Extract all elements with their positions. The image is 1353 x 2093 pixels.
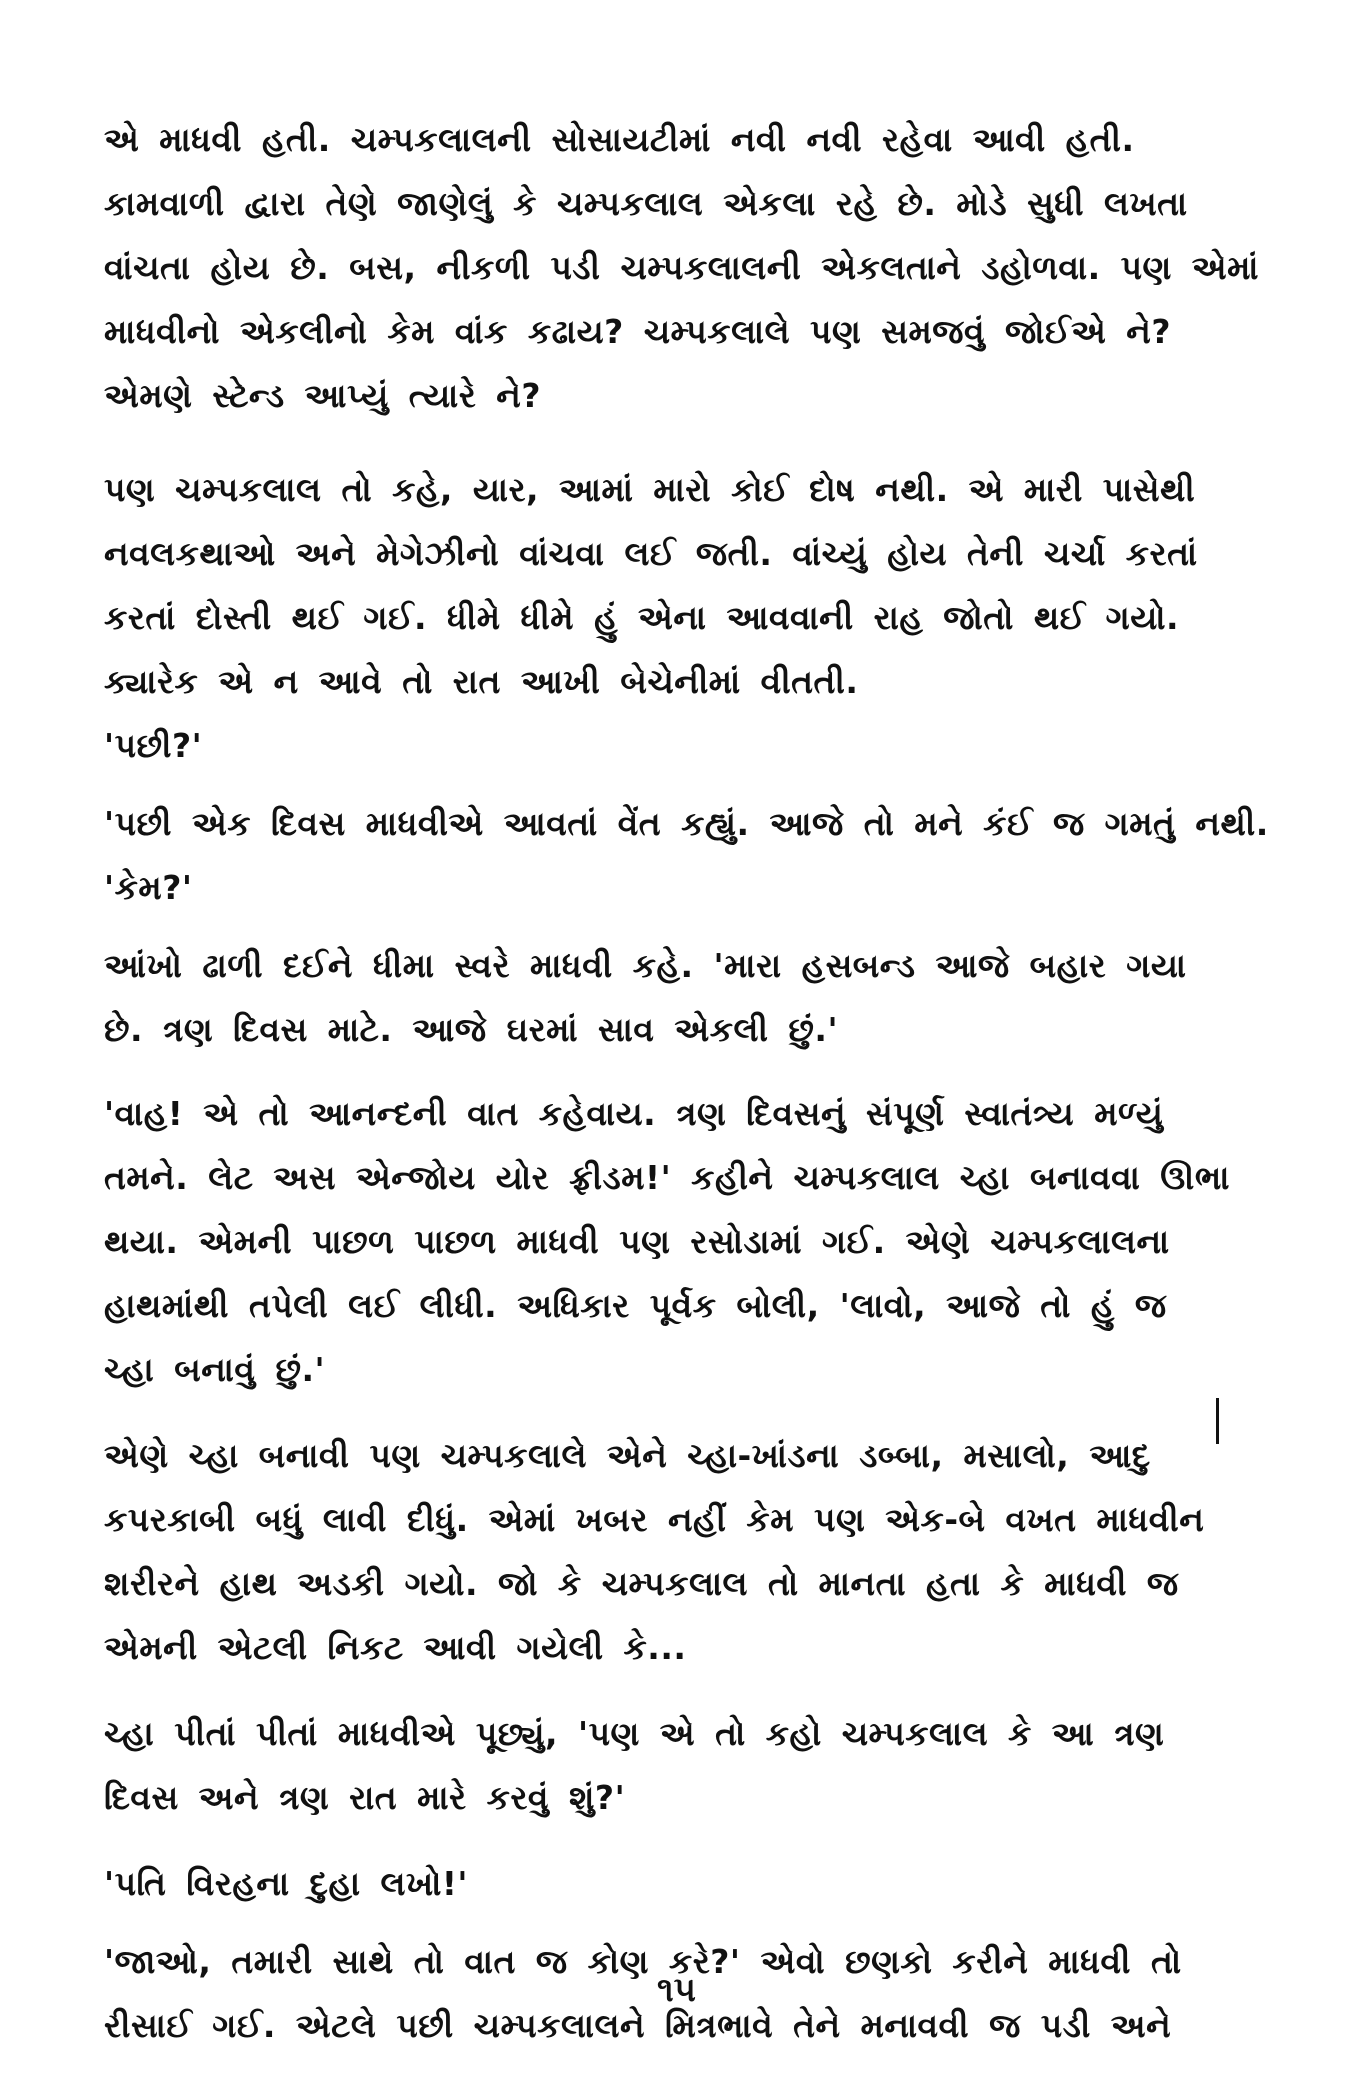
paragraph-madhavi-intro <box>104 108 1257 428</box>
paragraph-champaklal-reply <box>104 458 1257 714</box>
text-line: 'પતિ વિરહના દુહા લખો!' <box>104 1864 469 1903</box>
paragraph-husband-away <box>104 934 1257 1062</box>
paragraph-three-days <box>104 1702 1257 1830</box>
text-line: માધવીનો એકલીનો કેમ વાંક કઢાય? ચમ્પકલાલે પણ સમજવું જોઈએ ને? <box>104 312 1172 351</box>
text-line: ચ્હા પીતાં પીતાં માધવીએ પૂછ્યું, 'પણ એ તો કહો ચમ્પકલાલ કે આ ત્રણ <box>104 1714 1165 1753</box>
text-line: કામવાળી દ્વારા તેણે જાણેલું કે ચમ્પકલાલ એકલા રહે છે. મોડે સુધી લખતા <box>104 184 1188 223</box>
text-line: એણે ચ્હા બનાવી પણ ચમ્પકલાલે એને ચ્હા-ખાંડના ડબ્બા, મસાલો, આદુ <box>104 1436 1151 1475</box>
text-line: એ માધવી હતી. ચમ્પકલાલની સોસાયટીમાં નવી નવી રહેવા આવી હતી. <box>104 120 1135 159</box>
text-line: નવલકથાઓ અને મેગેઝીનો વાંચવા લઈ જતી. વાંચ્યું હોય તેની ચર્ચા કરતાં <box>104 534 1198 573</box>
text-line: થયા. એમની પાછળ પાછળ માધવી પણ રસોડામાં ગઈ. એણે ચમ્પકલાલના <box>104 1222 1170 1261</box>
text-line: ક્યારેક એ ન આવે તો રાત આખી બેચેનીમાં વીતતી. <box>104 662 859 701</box>
text-line: 'જાઓ, તમારી સાથે તો વાત જ કોણ કરે?' એવો છણકો કરીને માધવી તો <box>104 1942 1182 1981</box>
paragraph-making-tea <box>104 1424 1257 1680</box>
text-line: 'પછી એક દિવસ માધવીએ આવતાં વેંત કહ્યું. આજે તો મને કંઈ જ ગમતું નથી. <box>104 804 1269 843</box>
text-line: હાથમાંથી તપેલી લઈ લીધી. અધિકાર પૂર્વક બોલી, 'લાવો, આજે તો હું જ <box>104 1286 1167 1325</box>
text-line: એમની એટલી નિકટ આવી ગયેલી કે... <box>104 1628 687 1667</box>
text-line: કપરકાબી બધું લાવી દીધું. એમાં ખબર નહીં કેમ પણ એક-બે વખત માધવીન <box>104 1500 1205 1539</box>
text-line: છે. ત્રણ દિવસ માટે. આજે ઘરમાં સાવ એકલી છું.' <box>104 1010 839 1049</box>
margin-mark <box>1216 1398 1219 1444</box>
text-line: રીસાઈ ગઈ. એટલે પછી ચમ્પકલાલને મિત્રભાવે તેને મનાવવી જ પડી અને <box>104 2006 1172 2045</box>
paragraph-question-then <box>104 714 1257 778</box>
text-line: 'પછી?' <box>104 726 203 765</box>
text-line: ચ્હા બનાવું છું.' <box>104 1350 326 1389</box>
paragraph-question-why <box>104 856 1257 920</box>
text-line: તમને. લેટ અસ એન્જોય યોર ફ્રીડમ!' કહીને ચમ્પકલાલ ચ્હા બનાવવા ઊભા <box>104 1158 1230 1197</box>
text-line: કરતાં દોસ્તી થઈ ગઈ. ધીમે ધીમે હું એના આવવાની રાહ જોતો થઈ ગયો. <box>104 598 1180 637</box>
text-line: 'વાહ! એ તો આનન્દની વાત કહેવાય. ત્રણ દિવસનું સંપૂર્ણ સ્વાતંત્ર્ય મળ્યું <box>104 1094 1164 1133</box>
text-line: વાંચતા હોય છે. બસ, નીકળી પડી ચમ્પકલાલની એકલતાને ડહોળવા. પણ એમાં <box>104 248 1259 287</box>
text-line: શરીરને હાથ અડકી ગયો. જો કે ચમ્પકલાલ તો માનતા હતા કે માધવી જ <box>104 1564 1179 1603</box>
text-line: પણ ચમ્પકલાલ તો કહે, યાર, આમાં મારો કોઈ દોષ નથી. એ મારી પાસેથી <box>104 470 1196 509</box>
paragraph-viraha-duha <box>104 1852 1257 1916</box>
paragraph-freedom <box>104 1082 1257 1402</box>
text-line: આંખો ઢાળી દઈને ધીમા સ્વરે માધવી કહે. 'મારા હસબન્ડ આજે બહાર ગયા <box>104 946 1187 985</box>
text-line: દિવસ અને ત્રણ રાત મારે કરવું શું?' <box>104 1778 626 1817</box>
text-line: 'કેમ?' <box>104 868 193 907</box>
paragraph-one-day <box>104 792 1269 856</box>
text-line: એમણે સ્ટેન્ડ આપ્યું ત્યારે ને? <box>104 376 541 415</box>
page-number: ૧૫ <box>657 1970 696 2010</box>
